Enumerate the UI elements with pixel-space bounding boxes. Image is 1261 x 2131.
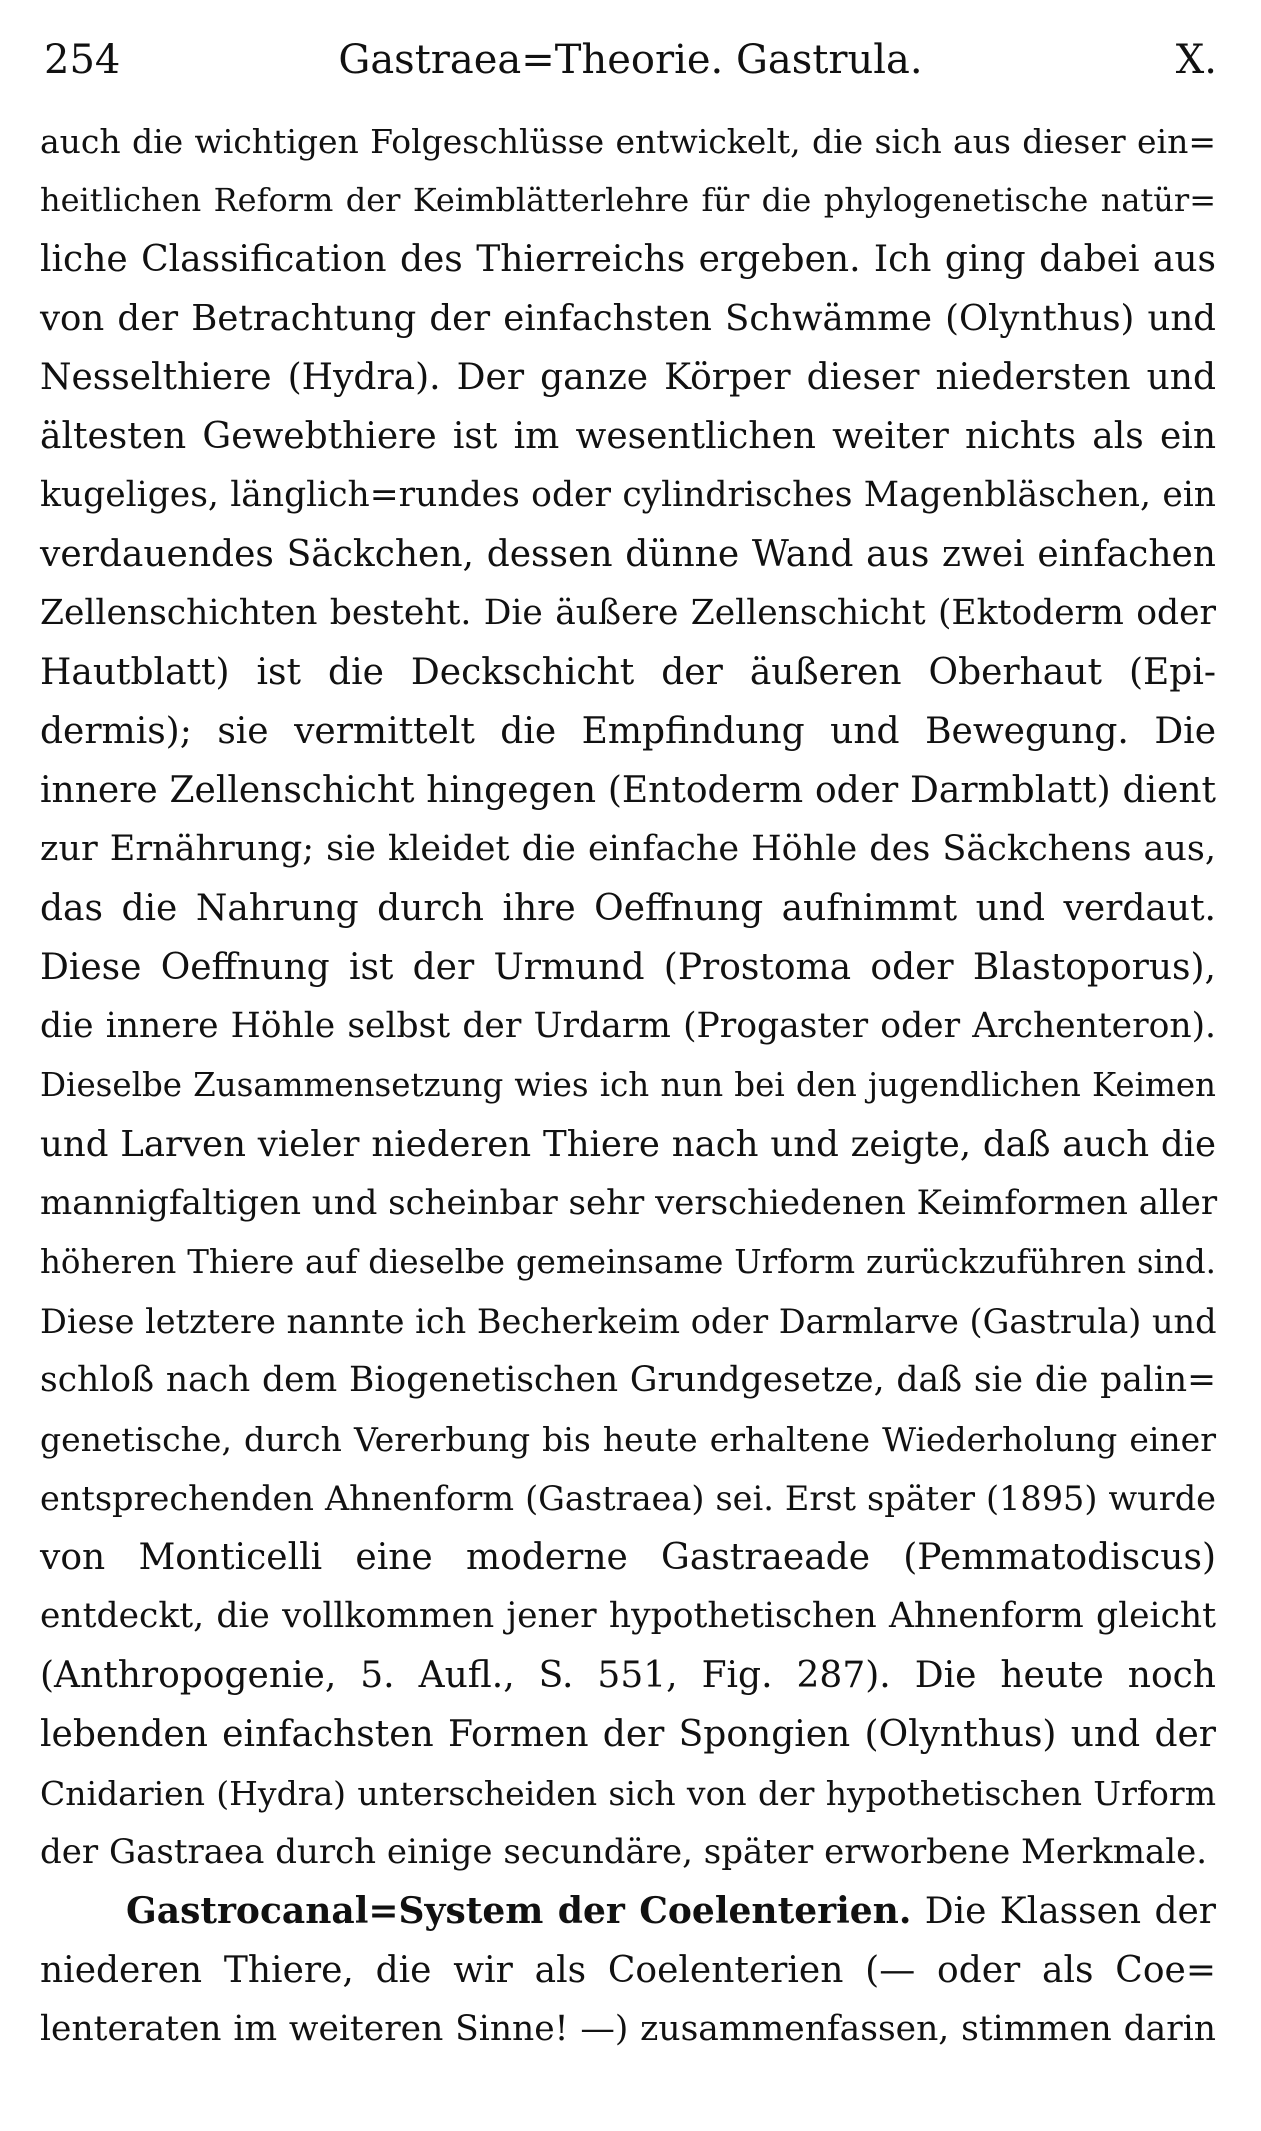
running-header — [44, 30, 1217, 90]
text-line: verdauendes Säckchen, dessen dünne Wand aus zwei einfachen — [40, 534, 1216, 575]
text-line: und Larven vieler niederen Thiere nach und zeigte, daß auch die — [40, 1124, 1216, 1165]
text-line: Hautblatt) ist die Deckschicht der äußeren Oberhaut (Epi- — [40, 652, 1216, 693]
text-line: heitlichen Reform der Keimblätterlehre für die phylogenetische natür= — [40, 181, 1216, 219]
section-first-line-text: Die Klassen der — [924, 1891, 1217, 1932]
section-heading: Gastrocanal=System der Coelenterien. — [126, 1890, 912, 1932]
text-line: auch die wichtigen Folgeschlüsse entwickelt, die sich aus dieser ein= — [40, 122, 1216, 161]
text-line: (Anthropogenie, 5. Aufl., S. 551, Fig. 287). Die heute noch — [40, 1655, 1216, 1696]
text-line: entdeckt, die vollkommen jener hypothetischen Ahnenform gleicht — [40, 1596, 1216, 1636]
chapter-number: X. — [1175, 37, 1217, 83]
text-line: lebenden einfachsten Formen der Spongien (Olynthus) und der — [40, 1714, 1216, 1755]
text-line: Dieselbe Zusammensetzung wies ich nun bei den jugendlichen Keimen — [40, 1066, 1216, 1104]
text-line: Cnidarien (Hydra) unterscheiden sich von der hypothetischen Urform — [40, 1774, 1216, 1813]
body-text — [40, 112, 1216, 2059]
text-line: kugeliges, länglich=rundes oder cylindrisches Magenbläschen, ein — [40, 475, 1216, 515]
text-line: höheren Thiere auf dieselbe gemeinsame Urform zurückzuführen sind. — [40, 1243, 1216, 1281]
text-line: entsprechenden Ahnenform (Gastraea) sei. Erst später (1895) wurde — [40, 1479, 1216, 1518]
text-line: lenteraten im weiteren Sinne! —) zusammenfassen, stimmen darin — [40, 2009, 1216, 2049]
section-first-line — [40, 1882, 1216, 1941]
text-line: liche Classification des Thierreichs ergeben. Ich ging dabei aus — [40, 239, 1216, 280]
text-line: genetische, durch Vererbung bis heute erhaltene Wiederholung einer — [40, 1420, 1216, 1459]
text-line: die innere Höhle selbst der Urdarm (Progaster oder Archenteron). — [40, 1006, 1216, 1046]
text-line: der Gastraea durch einige secundäre, später erworbene Merkmale. — [40, 1832, 1208, 1872]
text-line: innere Zellenschicht hingegen (Entoderm oder Darmblatt) dient — [40, 770, 1216, 811]
text-line: niederen Thiere, die wir als Coelenterien (— oder als Coe= — [40, 1950, 1216, 1991]
page-number: 254 — [44, 37, 121, 83]
text-line: das die Nahrung durch ihre Oeffnung aufnimmt und verdaut. — [40, 888, 1216, 929]
text-line: dermis); sie vermittelt die Empfindung und Bewegung. Die — [40, 711, 1216, 752]
text-line: mannigfaltigen und scheinbar sehr verschiedenen Keimformen aller — [40, 1183, 1218, 1223]
text-line: Zellenschichten besteht. Die äußere Zellenschicht (Ektoderm oder — [40, 593, 1216, 633]
text-line: Diese Oeffnung ist der Urmund (Prostoma oder Blastoporus), — [40, 947, 1216, 988]
running-title: Gastraea=Theorie. Gastrula. — [338, 37, 923, 83]
text-line: Nesselthiere (Hydra). Der ganze Körper dieser niedersten und — [40, 357, 1216, 398]
text-line: von Monticelli eine moderne Gastraeade (Pemmatodiscus) — [40, 1537, 1216, 1578]
text-line: ältesten Gewebthiere ist im wesentlichen weiter nichts als ein — [40, 416, 1216, 457]
text-line: schloß nach dem Biogenetischen Grundgesetze, daß sie die palin= — [40, 1360, 1216, 1400]
text-line: von der Betrachtung der einfachsten Schwämme (Olynthus) und — [40, 298, 1216, 339]
text-line: zur Ernährung; sie kleidet die einfache Höhle des Säckchens aus, — [40, 829, 1216, 869]
text-line: Diese letztere nannte ich Becherkeim oder Darmlarve (Gastrula) und — [40, 1302, 1217, 1341]
